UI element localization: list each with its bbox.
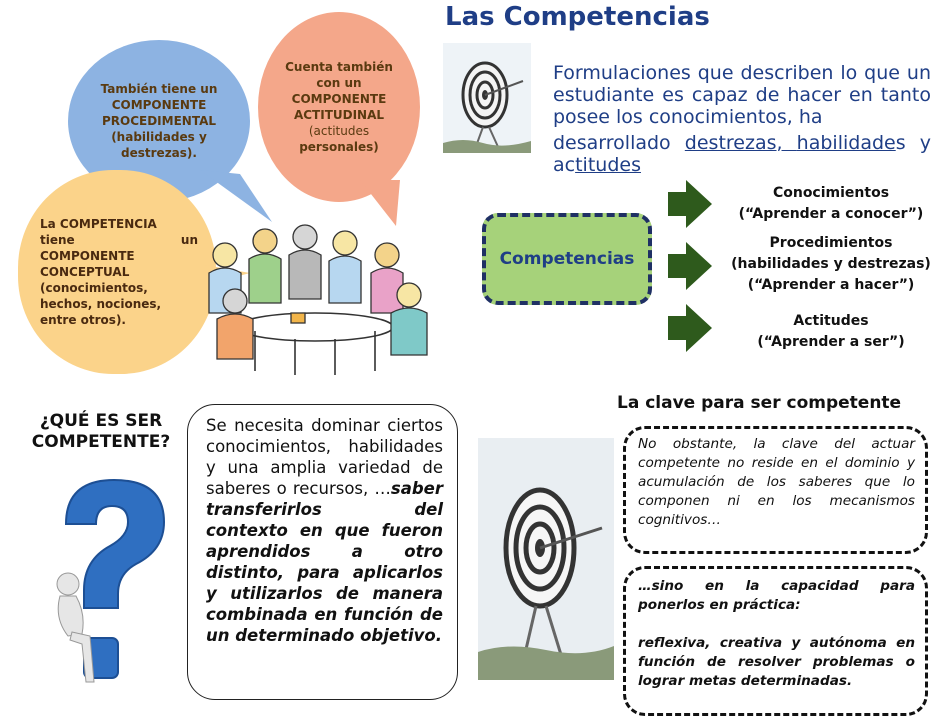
question-heading: ¿QUÉ ES SER COMPETENTE?: [31, 411, 171, 452]
clave-text-1: No obstante, la clave del actuar competente no reside en el dominio y acumulación de los saberes que lo componen ni en los mecanismos cognitivos…: [638, 436, 915, 528]
people-group-illustration: [195, 215, 435, 385]
component-subtitle: (habilidades y destrezas): [731, 256, 931, 272]
component-title: Procedimientos: [769, 235, 893, 251]
component-subtitle: (“Aprender a conocer”): [738, 206, 924, 222]
bubble-text: [40, 232, 198, 248]
habilidades-link: habilidade: [796, 132, 896, 154]
definition-line1: Formulaciones que describen lo que un estudiante es capaz de hacer en tanto posee los conocimientos, ha: [553, 62, 931, 128]
target-icon: [443, 43, 531, 153]
bubble-text: tiene un: [40, 233, 198, 247]
component-procedimientos: [726, 233, 934, 296]
target-image-top: [443, 43, 531, 153]
competencias-box: Competencias: [482, 213, 652, 305]
bubble-text: COMPONENTE: [40, 249, 135, 263]
component-actitudes: [726, 311, 934, 353]
component-subtitle: (“Aprender a ser”): [757, 334, 905, 350]
bubble-text: PROCEDIMENTAL: [101, 114, 217, 128]
destrezas-link: destrezas: [684, 132, 777, 154]
bubble-text: COMPONENTE: [111, 98, 207, 112]
clave-box-2: [623, 566, 928, 716]
bubble-text: (habilidades y: [111, 130, 207, 144]
bubble-conceptual: [18, 170, 216, 374]
bubble-text: (actitudes: [308, 124, 370, 138]
arrow-icon: [668, 180, 712, 228]
question-figure: [28, 472, 180, 696]
component-title: Actitudes: [793, 313, 869, 329]
arrows-group: [660, 178, 720, 358]
bubble-text: Cuenta también: [285, 60, 393, 74]
definition-fragment: ,: [776, 132, 797, 154]
bubble-text: (conocimientos,: [40, 281, 148, 295]
actitudes-link: titudes: [575, 154, 641, 176]
bubble-text: con un: [316, 76, 362, 90]
bubble-text: La COMPETENCIA: [40, 217, 157, 231]
definition-text: [553, 62, 931, 176]
bubble-text: También tiene un: [100, 82, 218, 96]
clave-text-2b: reflexiva, creativa y autónoma en función de resolver problemas o lograr metas determinadas.: [638, 635, 915, 689]
clave-box-1: [623, 426, 928, 554]
body-emphasis: saber transferirlos del contexto en que fueron aprendidos a otro distinto, para aplicarlos y utilizarlos de manera combinada en función de un determinado objetivo.: [206, 479, 443, 645]
definition-line3: [553, 154, 931, 176]
bubble-text: hechos, nociones,: [40, 297, 162, 311]
clave-text-2a: …sino en la capacidad para ponerlos en práctica:: [638, 578, 915, 613]
spacer: [638, 615, 915, 634]
component-title: Conocimientos: [772, 185, 890, 201]
target-image-bottom: [478, 438, 614, 680]
bubble-text: CONCEPTUAL: [40, 265, 130, 279]
component-conocimientos: [726, 183, 934, 225]
bubble-actitudinal: [258, 12, 420, 202]
arrow-icon: [668, 242, 712, 290]
bubble-text: entre otros).: [40, 313, 126, 327]
arrow-icon: [668, 304, 712, 352]
bubble-text: personales): [299, 140, 379, 154]
bubble-text: COMPONENTE: [291, 92, 387, 106]
component-subtitle: (“Aprender a hacer”): [747, 277, 915, 293]
bubble-text: ACTITUDINAL: [293, 108, 385, 122]
definition-box: [187, 404, 458, 700]
definition-fragment: ac: [553, 154, 576, 176]
definition-fragment: s y: [895, 132, 931, 154]
body-text: Se necesita dominar ciertos conocimientos, habilidades y una amplia variedad de saberes o recursos, …: [206, 416, 443, 498]
target-icon: [478, 438, 614, 680]
definition-line2: [553, 132, 931, 154]
clave-heading: La clave para ser competente: [617, 393, 902, 413]
page-title: Las Competencias: [445, 2, 710, 32]
definition-fragment: desarrollado: [553, 132, 685, 154]
bubble-text: destrezas).: [121, 146, 197, 160]
question-mark-icon: [28, 472, 180, 696]
